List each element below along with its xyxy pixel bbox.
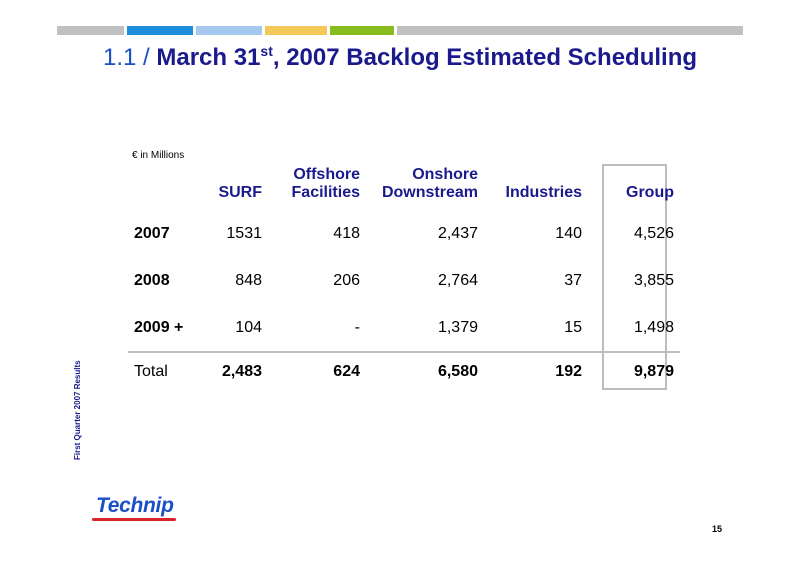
color-bar-segment	[397, 26, 743, 35]
total-cell: 9,879	[588, 352, 680, 391]
table-cell: 848	[235, 271, 262, 289]
table-cell: 37	[564, 271, 582, 289]
column-header: Group	[626, 184, 674, 201]
color-bar-segment	[57, 26, 124, 35]
color-bar-segment	[127, 26, 193, 35]
total-row	[128, 352, 680, 391]
vertical-footer-text: First Quarter 2007 Results	[73, 360, 82, 460]
technip-logo: Technip	[96, 494, 174, 517]
total-cell: 2,483	[198, 352, 268, 391]
title-rest: , 2007 Backlog Estimated Scheduling	[272, 44, 698, 71]
column-header: Offshore Facilities	[291, 166, 360, 201]
title-superscript: st	[260, 43, 273, 59]
table-cell: 15	[564, 318, 582, 336]
table-cell: 4,526	[633, 224, 674, 242]
page-number: 15	[712, 524, 723, 534]
currency-unit-label: € in Millions	[132, 150, 185, 161]
table-cell: -	[354, 318, 360, 336]
column-header: SURF	[218, 184, 262, 201]
table-cell: 1531	[226, 224, 262, 242]
backlog-table	[128, 166, 680, 391]
header-corner	[128, 166, 198, 210]
table-cell: 2,437	[437, 224, 478, 242]
column-header: Industries	[505, 184, 582, 201]
row-label: 2008	[134, 271, 170, 289]
table-cell: 140	[555, 224, 582, 242]
color-bar-segment	[330, 26, 394, 35]
title-main: March 31	[156, 44, 261, 71]
total-cell: 192	[484, 352, 588, 391]
total-cell: 624	[268, 352, 366, 391]
table-cell: 1,498	[633, 318, 674, 336]
row-label: 2009 +	[134, 318, 184, 336]
table-cell: 418	[333, 224, 360, 242]
row-label: 2007	[134, 224, 170, 242]
slide-title	[0, 44, 800, 72]
logo-swoosh	[92, 518, 176, 521]
table-row	[128, 257, 680, 304]
color-bar-segment	[196, 26, 262, 35]
table-cell: 1,379	[437, 318, 478, 336]
table-cell: 206	[333, 271, 360, 289]
color-bar-segment	[265, 26, 327, 35]
header-color-bar	[0, 26, 800, 35]
total-label: Total	[128, 352, 198, 391]
table-cell: 2,764	[437, 271, 478, 289]
table-row	[128, 304, 680, 352]
table-cell: 3,855	[633, 271, 674, 289]
table-header-row	[128, 166, 680, 210]
table-row	[128, 210, 680, 257]
table-cell: 104	[235, 318, 262, 336]
title-number: 1.1 /	[102, 44, 150, 71]
total-cell: 6,580	[366, 352, 484, 391]
column-header: Onshore Downstream	[381, 166, 478, 201]
